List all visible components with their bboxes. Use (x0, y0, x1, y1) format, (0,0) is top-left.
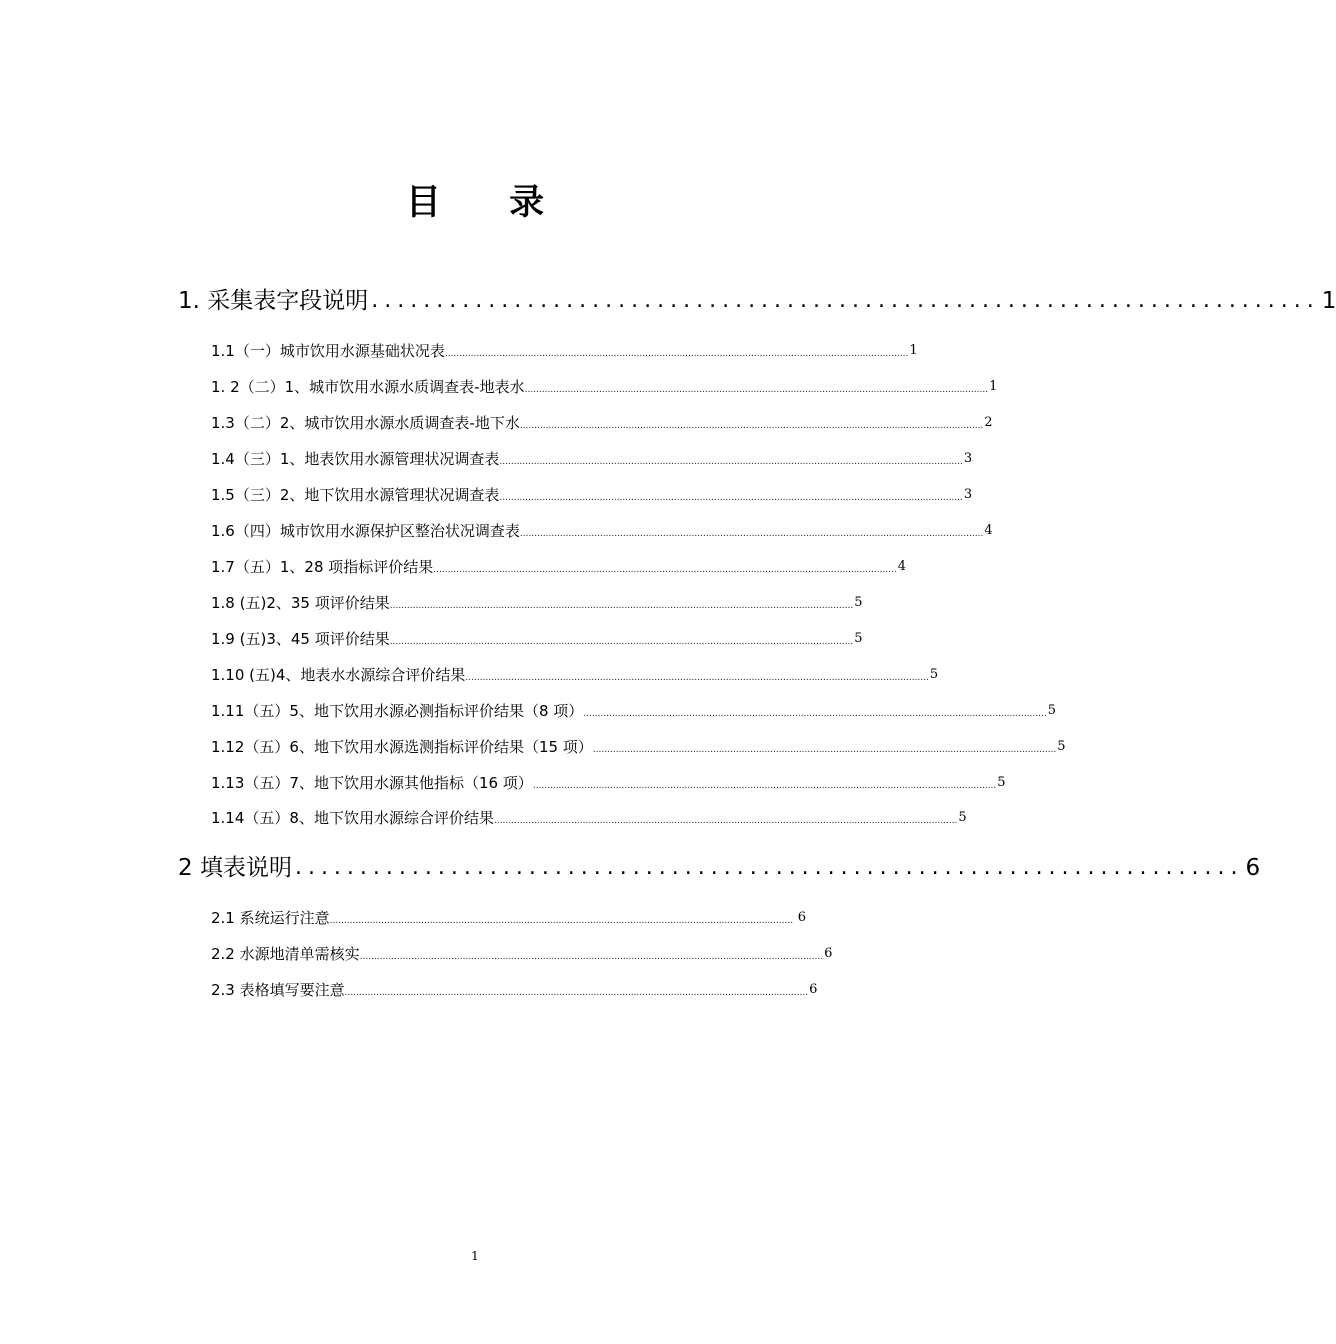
toc-item-label: 1.7（五）1、28 项指标评价结果 (211, 558, 434, 576)
toc-section-label: 1. 采集表字段说明 (178, 288, 369, 314)
toc-page-number: 5 (929, 667, 939, 682)
toc-item-1-13[interactable] (211, 773, 1006, 793)
toc-page-number: 6 (1245, 855, 1261, 881)
toc-item-2-3[interactable] (211, 980, 818, 1000)
toc-item-1-10[interactable] (211, 665, 939, 685)
toc-item-1-11[interactable] (211, 701, 1057, 721)
toc-page-number: 5 (958, 810, 967, 825)
toc-item-label: 1.10 (五)4、地表水水源综合评价结果 (211, 666, 466, 684)
toc-page-number: 6 (809, 982, 818, 997)
toc-item-label: 1.13（五）7、地下饮用水源其他指标（16 项） (211, 774, 533, 792)
toc-page-number: 1 (909, 343, 918, 358)
toc-page-number: 2 (984, 415, 993, 430)
dot-leader: .................................................................................................................................................................. (532, 781, 997, 791)
dot-leader: .................................................................................................................................................................. (524, 385, 989, 395)
toc-item-label: 1.3（二）2、城市饮用水源水质调查表-地下水 (211, 414, 520, 432)
toc-item-2-1[interactable] (211, 908, 806, 928)
toc-page-number: 3 (963, 487, 973, 502)
toc-item-label: 1.9 (五)3、45 项评价结果 (211, 630, 390, 648)
dot-leader: .................................................................................................................................................................. (519, 529, 984, 539)
dot-leader: .................................................................................................................................................................. (444, 349, 909, 359)
toc-page-number: 1 (1321, 288, 1336, 314)
toc-item-1-2[interactable] (211, 377, 998, 397)
toc-page-number: 5 (854, 631, 863, 646)
dot-leader: .................................................................................................................................................................. (465, 673, 929, 683)
toc-page-number: 6 (797, 910, 806, 925)
toc-item-1-1[interactable] (211, 341, 918, 361)
toc-item-1-5[interactable] (211, 485, 973, 505)
toc-item-label: 1.4（三）1、地表饮用水源管理状况调查表 (211, 450, 500, 468)
dot-leader: .................................................................................................................................................................. (329, 916, 794, 926)
toc-page-number: 4 (897, 559, 907, 574)
toc-page-number: 5 (1047, 703, 1057, 718)
toc-item-label: 1.1（一）城市饮用水源基础状况表 (211, 342, 445, 360)
toc-section-label: 2 填表说明 (178, 855, 292, 881)
toc-page-number: 5 (997, 775, 1006, 790)
toc-item-label: 2.3 表格填写要注意 (211, 981, 345, 999)
dot-leader: .................................................................................................................................................................. (389, 601, 854, 611)
dot-leader: .................................................................................................................................................................. (592, 745, 1057, 755)
dot-leader: .................................................................................................................................................................. (344, 988, 809, 998)
toc-item-label: 2.2 水源地清单需核实 (211, 945, 360, 963)
toc-item-1-9[interactable] (211, 629, 863, 649)
dot-leader: .................................................................................................................................................................. (519, 421, 984, 431)
dot-leader: .................................................................................................................................................................. (493, 816, 958, 826)
toc-item-1-12[interactable] (211, 737, 1066, 757)
toc-section-2[interactable] (178, 853, 1261, 883)
toc-item-label: 1. 2（二）1、城市饮用水源水质调查表-地表水 (211, 378, 525, 396)
dot-leader: .................................................................................................................................................................. (389, 637, 854, 647)
toc-item-1-8[interactable] (211, 593, 863, 613)
toc-section-1[interactable] (178, 286, 1336, 316)
toc-page-number: 5 (854, 595, 863, 610)
toc-item-label: 1.11（五）5、地下饮用水源必测指标评价结果（8 项） (211, 702, 584, 720)
toc-item-label: 1.12（五）6、地下饮用水源选测指标评价结果（15 项） (211, 738, 593, 756)
toc-item-label: 1.14（五）8、地下饮用水源综合评价结果 (211, 809, 494, 827)
dot-leader: .................................................................................................................................................................. (359, 952, 824, 962)
dot-leader: .................................................................................................................................................................. (499, 457, 963, 467)
toc-page-number: 3 (963, 451, 973, 466)
toc-page-number: 6 (824, 946, 833, 961)
toc-item-label: 1.5（三）2、地下饮用水源管理状况调查表 (211, 486, 500, 504)
dot-leader: ......................................................................... (371, 288, 1320, 313)
dot-leader: .................................................................................................................................................................. (433, 565, 897, 575)
toc-page-number: 4 (984, 523, 993, 538)
toc-item-1-6[interactable] (211, 521, 993, 541)
toc-item-label: 2.1 系统运行注意 (211, 909, 330, 927)
dot-leader: ......................................................................... (294, 855, 1244, 880)
toc-page-number: 1 (989, 379, 998, 394)
toc-page-number: 5 (1057, 739, 1066, 754)
toc-item-1-4[interactable] (211, 449, 973, 469)
toc-title: 目 录 (405, 183, 573, 223)
toc-item-1-14[interactable] (211, 808, 967, 828)
toc-item-1-7[interactable] (211, 557, 907, 577)
toc-item-label: 1.8 (五)2、35 项评价结果 (211, 594, 390, 612)
footer-page-number: 1 (471, 1249, 479, 1263)
dot-leader: .................................................................................................................................................................. (583, 709, 1047, 719)
toc-item-2-2[interactable] (211, 944, 833, 964)
toc-item-label: 1.6（四）城市饮用水源保护区整治状况调查表 (211, 522, 520, 540)
dot-leader: .................................................................................................................................................................. (499, 493, 963, 503)
toc-item-1-3[interactable] (211, 413, 993, 433)
